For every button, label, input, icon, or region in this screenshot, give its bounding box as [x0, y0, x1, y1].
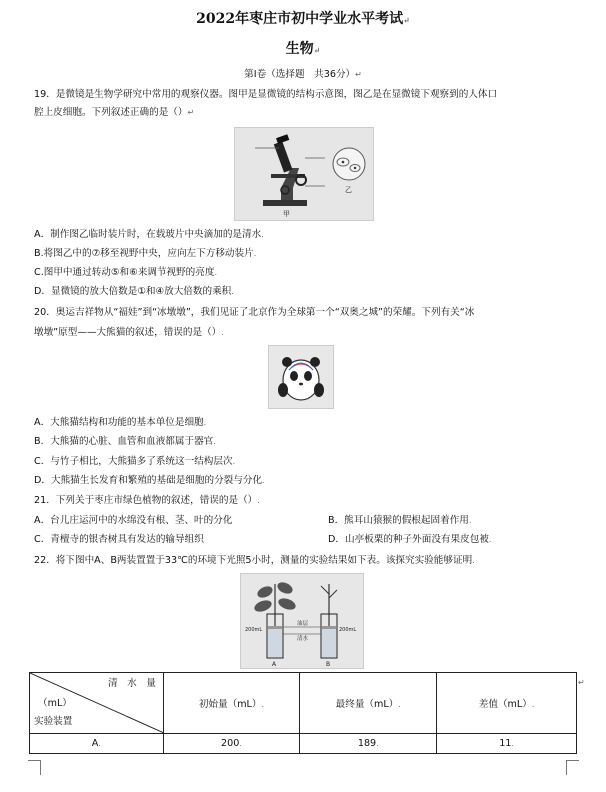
table-end-mark: ↵: [578, 678, 585, 687]
header-diff: 差值（mL）.: [437, 673, 577, 734]
cell-initial: 200.: [163, 734, 300, 754]
q21-stem: 21．下列关于枣庄市绿色植物的叙述，错误的是（）.: [34, 495, 260, 506]
device-a-label: A: [272, 661, 277, 668]
header-device: 实验装置: [34, 716, 73, 727]
q20-option-c: C．与竹子相比，大熊猫多了系统这一结构层次.: [34, 456, 236, 467]
bing-dwen-dwen-figure: [268, 345, 334, 409]
q19-stem-line1: 19．是微镜是生物学研究中常用的观察仪器。图甲是显微镜的结构示意图，图乙是在显微镜下观察到的人体口: [34, 89, 498, 100]
oil-layer-label: 油层: [297, 621, 309, 627]
experiment-figure: [240, 573, 364, 669]
page-corner-right: [566, 760, 579, 775]
cell-diff: 11.: [437, 734, 577, 754]
page-corner-left: [28, 760, 41, 775]
header-unit: （mL）: [38, 698, 72, 709]
q19-option-d: D．显微镜的放大倍数是①和④放大倍数的乘积.: [34, 286, 234, 297]
header-water-amount: 清 水 量: [108, 678, 156, 689]
q21-option-a: A．台儿庄运河中的水绵没有根、茎、叶的分化: [34, 515, 233, 526]
q19-option-c: C.图甲中通过转动⑤和⑥来调节视野的亮度.: [34, 267, 217, 278]
q21-option-b: B．熊耳山猿猴的假根起固着作用.: [328, 515, 472, 526]
fig-label-jia: 甲: [283, 210, 290, 218]
header-initial: 初始量（mL）.: [163, 673, 300, 734]
q21-option-c: C．青檀寺的银杏树具有发达的输导组织: [34, 534, 204, 545]
q19-option-b: B.将图乙中的⑦移至视野中央，应向左下方移动装片.: [34, 248, 257, 259]
microscope-figure: [234, 127, 374, 221]
subject-title: 生物↵: [285, 41, 321, 57]
results-table: [29, 672, 577, 754]
water-label: 清水: [297, 636, 309, 642]
q20-option-a: A．大熊猫结构和功能的基本单位是细胞.: [34, 417, 207, 428]
q19-option-a: A．制作图乙临时装片时，在载玻片中央滴加的是清水.: [34, 229, 264, 240]
table-row: [30, 734, 577, 754]
header-final: 最终量（mL）.: [300, 673, 437, 734]
section-heading: 第Ⅰ卷（选择题 共36分）↵: [244, 69, 362, 80]
exam-title: 2022年枣庄市初中学业水平考试↵: [196, 11, 410, 27]
q20-option-d: D．大熊猫生长发育和繁殖的基础是细胞的分裂与分化.: [34, 475, 265, 486]
q20-option-b: B．大熊猫的心脏、血管和血液都属于器官.: [34, 436, 216, 447]
diagonal-header-cell: [30, 673, 164, 734]
fig-label-yi: 乙: [345, 186, 352, 194]
device-b-label: B: [326, 661, 331, 668]
microscope-drawing: [235, 128, 373, 220]
q19-stem-line2: 腔上皮细胞。下列叙述正确的是（）↵: [34, 107, 195, 118]
q20-stem-line2: 墩墩”原型——大熊猫的叙述，错误的是（）.: [34, 327, 224, 338]
table-header-row: [30, 673, 577, 734]
q22-stem: 22．将下图中A、B两装置置于33℃的环境下光照5小时，测量的实验结果如下表。该探究实验能够证明.: [34, 555, 475, 566]
volume-label-right: 200mL: [339, 627, 357, 633]
cell-device: A.: [30, 734, 164, 754]
cell-final: 189.: [300, 734, 437, 754]
panda-drawing: [269, 346, 333, 408]
plant-apparatus-drawing: [241, 574, 363, 668]
volume-label-left: 200mL: [245, 627, 263, 633]
q20-stem-line1: 20．奥运吉祥物从“福娃”到“冰墩墩”，我们见证了北京作为全球第一个“双奥之城”的荣耀。下列有关“冰: [34, 307, 475, 318]
q21-option-d: D．山亭板栗的种子外面没有果皮包被.: [328, 534, 492, 545]
